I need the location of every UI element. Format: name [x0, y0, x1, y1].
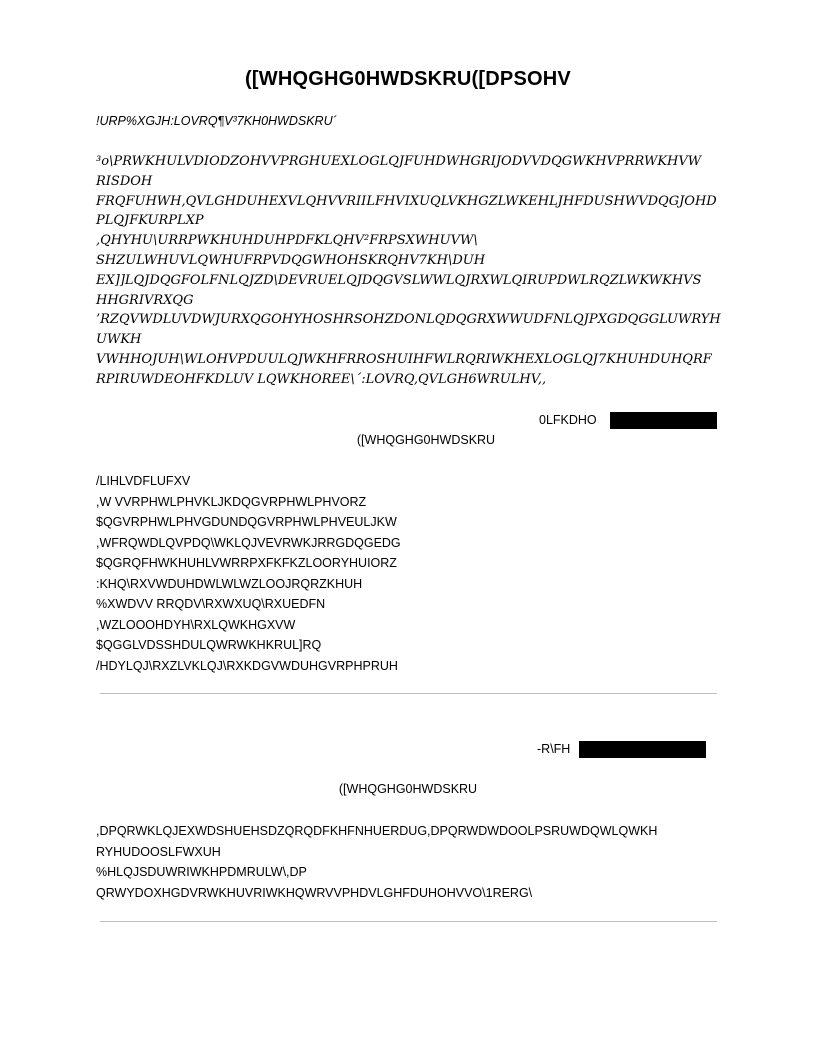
poem-line: %HLQJSDUWRIWKHPDMRULW\,DP	[96, 865, 307, 879]
quote-line: RISDOH	[96, 173, 153, 189]
poem-line: QRWYDOXHGDVRWKHUVRIWKHQWRVVPHDVLGHFDUHOHVVO\1RERG\	[96, 885, 533, 900]
poem-line: RYHUDOOSLFWXUH	[96, 844, 221, 859]
quote-line: FRQFUHWH,QVLGHDUHEXVLQHVVRIILFHVIXUQLVKHGZLWKEHLJHFDUSHWVDQGJOHD	[96, 193, 717, 209]
quote-line: PLQJFKURPLXP	[96, 213, 204, 229]
source-attribution: !URP%XGJH:LOVRQ¶V³7KH0HWDSKRU´	[96, 114, 337, 128]
author-name-label: -R\FH	[537, 742, 571, 756]
poem-line: /LIHLVDFLUFXV	[96, 474, 191, 488]
poem-line: /HDYLQJ\RXZLVKLQJ\RXKDGVWDUHGVRPHPRUH	[96, 658, 398, 673]
poem-line: $QGGLVDSSHDULQWRWKHKRUL]RQ	[96, 638, 322, 652]
page-title: ([WHQGHG0HWDSKRU([DPSOHV	[245, 68, 571, 90]
poem-line: ,DPQRWKLQJEXWDSHUEHSDZQRQDFKHFNHUERDUG,DPQRWDWDOOLPSRUWDQWLQWKH	[96, 824, 658, 838]
poem-line: ,WFRQWDLQVPDQ\WKLQJVEVRWKJRRGDQGEDG	[96, 535, 401, 550]
poem-line: $QGVRPHWLPHVGDUNDQGVRPHWLPHVEULJKW	[96, 515, 397, 529]
poem-line: ,WZLOOOHDYH\RXLQWKHGXVW	[96, 617, 296, 632]
author-name-label: 0LFKDHO	[539, 413, 597, 427]
quote-line: UWKH	[96, 332, 142, 348]
poem-line: :KHQ\RXVWDUHDWLWLWZLOOJRQRZKHUH	[96, 576, 363, 591]
quote-line: ,QHYHU\URRPWKHUHDUHPDFKLQHV²FRPSXWHUVW\	[96, 233, 478, 249]
section-caption: ([WHQGHG0HWDSKRU	[338, 782, 478, 796]
section-divider	[100, 921, 717, 922]
quote-line: SHZULWHUVLQWHUFRPVDQGWHOHSKRQHV7KH\DUH	[96, 252, 486, 268]
quote-line: EX]]LQJDQGFOLFNLQJZD\DEVRUELQJDQGVSLWWLQJRXWLQIRUPDWLRQZLWKWKHVS	[96, 272, 702, 288]
section-divider	[100, 693, 717, 694]
poem-line: %XWDVV RRQDV\RXWXUQ\RXUEDFN	[96, 597, 326, 611]
poem-line: $QGRQFHWKHUHLVWRRPXFKFKZLOORYHUIORZ	[96, 556, 397, 570]
redacted-name-bar	[579, 741, 706, 758]
quote-line: ³o\PRWKHULVDIODZOHVVPRGHUEXLOGLQJFUHDWHGRIJODVVDQGWKHVPRRWKHVW	[96, 154, 702, 169]
poem-list	[96, 471, 401, 676]
quote-line: VWHHOJUH\WLOHVPDUULQJWKHFRROSHUIHFWLRQRIWKHEXLOGLQJ7KHUHDUHQRF	[96, 351, 712, 367]
poem-line: ,W VVRPHWLPHVKLJKDQGVRPHWLPHVORZ	[96, 494, 367, 509]
quote-line: HHGRIVRXQG	[96, 292, 194, 308]
quote-line: RPIRUWDEOHFKDLUV LQWKHOREE\´:LOVRQ,QVLGH6WRULHV,,	[96, 371, 547, 387]
section-caption: ([WHQGHG0HWDSKRU	[356, 433, 496, 447]
redacted-name-bar	[610, 412, 717, 429]
quote-line: ’RZQVWDLUVDWJURXQGOHYHOSHRSOHZDONLQDQGRXWWUDFNLQJPXGDQGGLUWRYH	[96, 312, 721, 328]
poem-list	[96, 821, 657, 903]
quote-block	[96, 152, 786, 390]
